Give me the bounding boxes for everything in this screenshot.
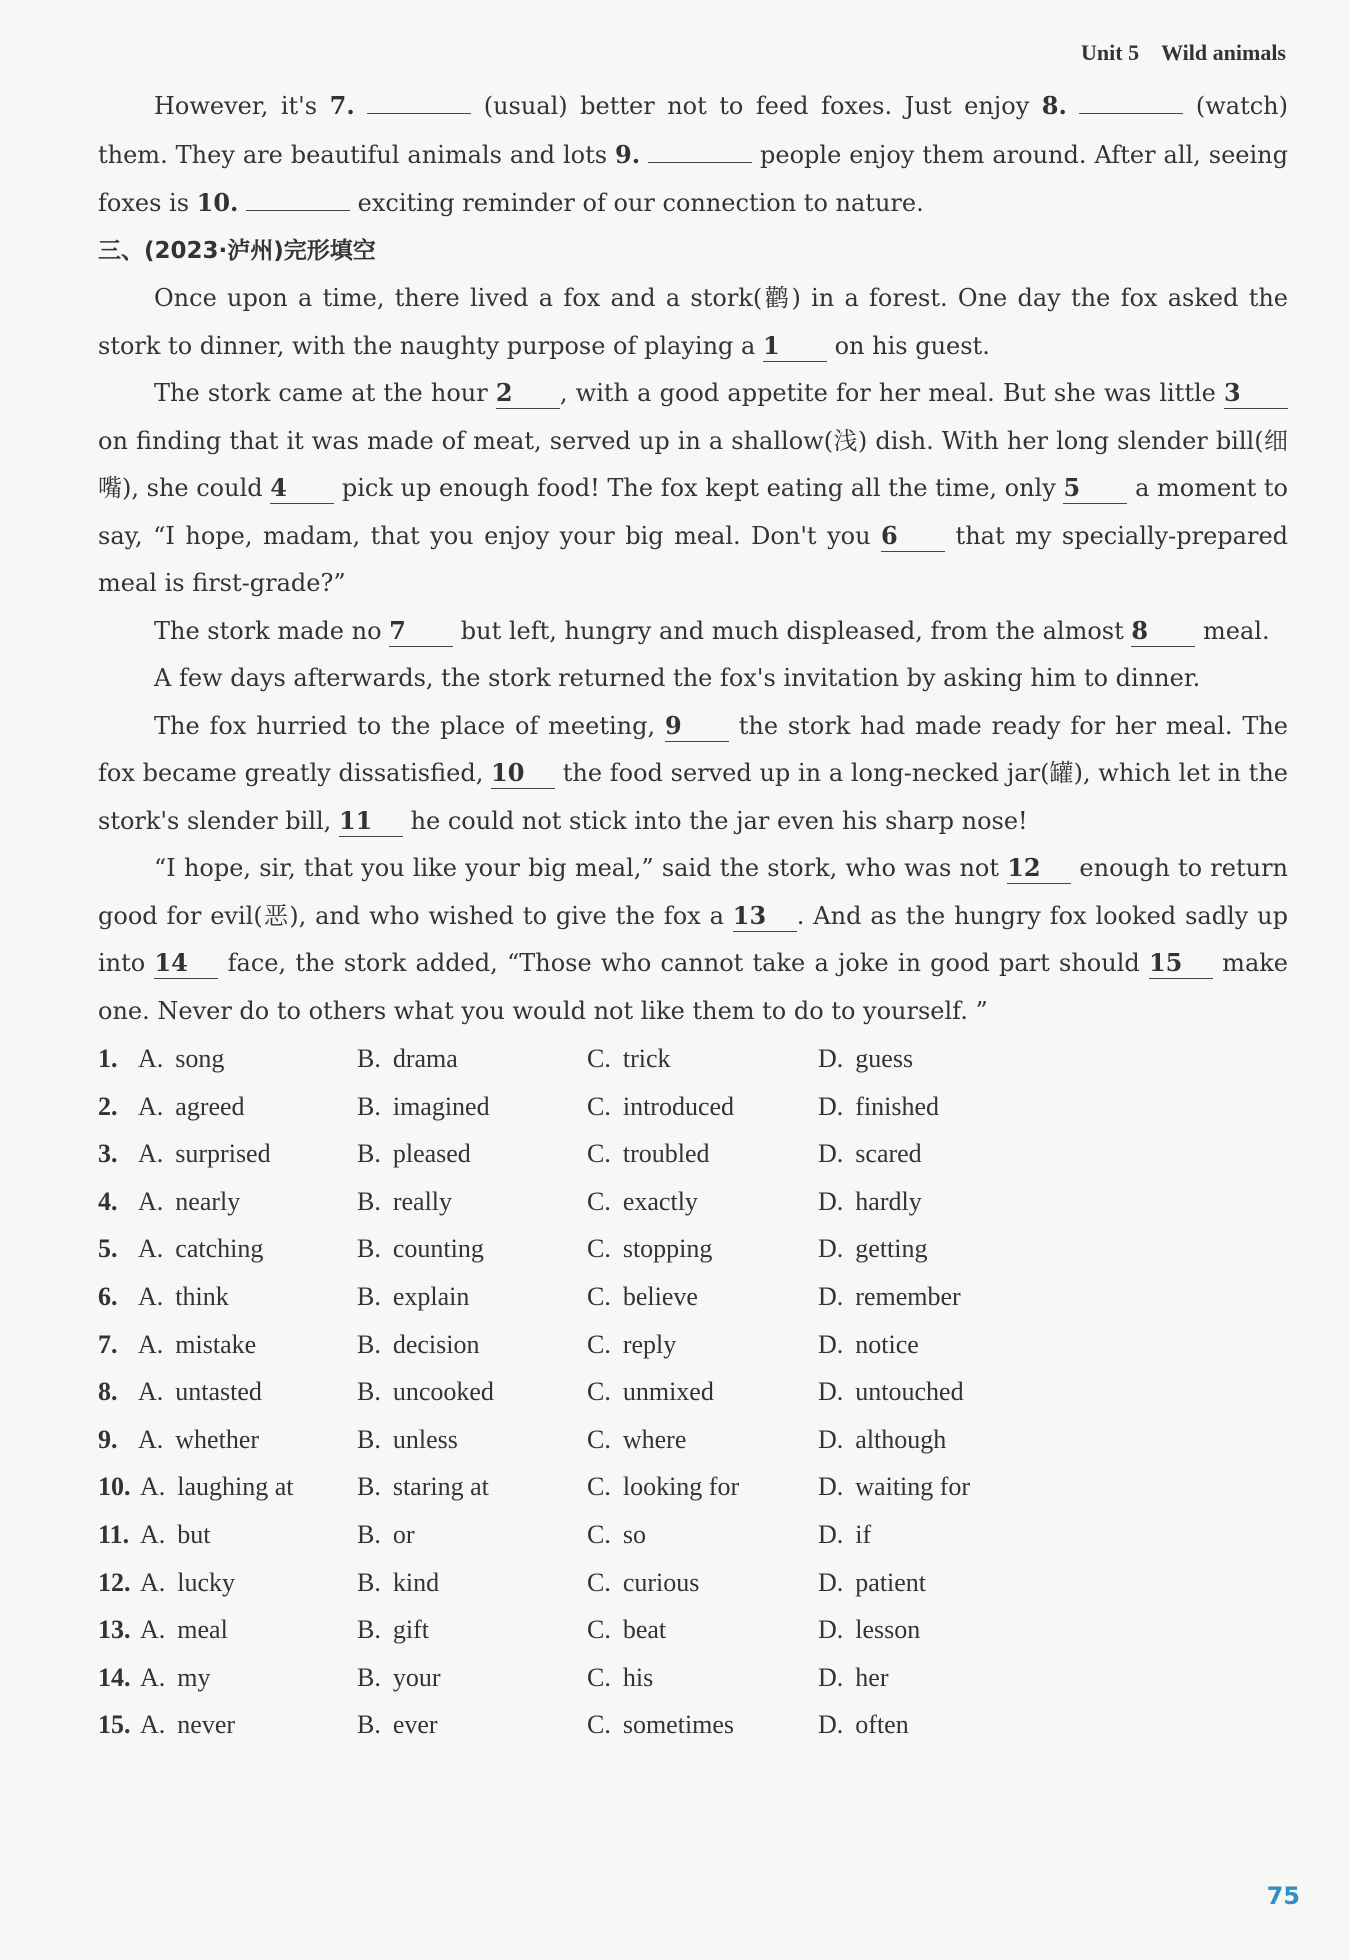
option-a[interactable] [140,1654,211,1702]
option-letter: A. [138,1377,164,1407]
option-d[interactable] [818,1511,871,1559]
option-text: finished [855,1091,940,1121]
option-b[interactable] [357,1225,484,1273]
option-b[interactable] [357,1368,494,1416]
question-row [98,1654,1288,1702]
question-number: 9. [98,1424,118,1454]
option-letter: B. [357,1044,381,1073]
option-letter: C. [587,1662,611,1692]
question-row [98,1463,1288,1511]
question-number: 7. [98,1329,118,1359]
cloze-text: “I hope, sir, that you like your big meal,” said the stork, who was not [154,854,1008,882]
option-text: patient [855,1567,927,1597]
question-row [98,1368,1288,1416]
option-a[interactable] [138,1416,259,1464]
option-a[interactable] [138,1130,271,1178]
question-number: 14. [98,1662,131,1692]
option-text: waiting for [855,1472,971,1502]
option-letter: D. [818,1139,844,1169]
option-c[interactable] [587,1368,714,1416]
question-number: 15. [98,1710,131,1740]
option-letter: B. [357,1377,381,1407]
question-number: 3. [98,1139,118,1169]
option-text: meal [177,1615,228,1645]
option-text: catching [175,1234,264,1264]
option-text: staring at [392,1472,489,1502]
option-letter: B. [357,1662,381,1692]
option-text: curious [622,1567,700,1597]
question-number: 10. [98,1472,131,1502]
option-b[interactable] [357,1701,438,1749]
question-row [98,1178,1288,1226]
option-c[interactable] [587,1083,734,1131]
option-letter: A. [138,1044,164,1073]
cloze-text: that my specially-prepared meal is first-grade?” [98,521,1289,597]
option-letter: C. [587,1615,611,1645]
cloze-text: pick up enough food! The fox kept eating all the time, only [334,474,1064,502]
option-text: drama [392,1044,458,1073]
option-b[interactable] [357,1606,429,1654]
section-title: 三、(2023·泸州)完形填空 [98,237,376,264]
option-letter: C. [587,1424,611,1454]
option-letter: A. [140,1472,166,1502]
option-c[interactable] [587,1273,698,1321]
option-d[interactable] [818,1035,913,1083]
option-c[interactable] [587,1463,739,1511]
option-d[interactable] [818,1606,920,1654]
option-text: surprised [175,1139,271,1169]
cloze-text: A few days afterwards, the stork returned the fox's invitation by asking him to dinner. [154,664,1201,692]
cloze-blank[interactable]: 10 [491,758,555,789]
option-c[interactable] [587,1701,734,1749]
page-number: 75 [1266,1882,1300,1910]
option-letter: C. [587,1519,611,1549]
option-text: introduced [622,1091,735,1121]
option-d[interactable] [818,1654,888,1702]
cloze-text: meal. [1195,616,1270,645]
option-text: counting [392,1234,484,1264]
cloze-text: make one. Never do to others what you would not like them to do to yourself. ” [98,949,1288,1025]
option-b[interactable] [357,1463,489,1511]
option-text: getting [855,1234,928,1264]
cloze-text: the stork had made ready for her meal. The fox became greatly dissatisfied, [98,711,1288,787]
option-text: or [392,1519,415,1549]
option-letter: D. [818,1091,844,1121]
passage-text: (usual) better not to feed foxes. Just enjoy [471,92,1042,120]
option-c[interactable] [587,1559,699,1607]
option-text: lesson [855,1615,921,1645]
option-letter: A. [140,1662,166,1692]
option-c[interactable] [587,1130,710,1178]
page-content [98,82,1288,1749]
option-a[interactable] [138,1368,262,1416]
option-text: gift [392,1615,429,1645]
cloze-paragraph [98,655,1288,703]
cloze-text: but left, hungry and much displeased, from the almost [453,616,1132,645]
option-text: agreed [175,1091,245,1121]
cloze-text: face, the stork added, “Those who cannot take a joke in good part should [218,949,1149,977]
option-text: looking for [622,1472,740,1502]
option-d[interactable] [818,1701,909,1749]
option-text: remember [855,1281,961,1311]
cloze-paragraph [98,703,1288,846]
option-c[interactable] [587,1035,671,1083]
question-row [98,1701,1288,1749]
cloze-paragraph [98,370,1288,608]
answer-blank[interactable] [246,210,350,211]
cloze-text: a moment to say, “I hope, madam, that you enjoy your big meal. Don't you [98,474,1289,550]
option-d[interactable] [818,1416,946,1464]
option-a[interactable] [140,1463,294,1511]
question-number: 12. [98,1567,131,1597]
option-text: beat [622,1615,667,1645]
option-letter: D. [818,1567,844,1597]
option-letter: C. [587,1567,611,1597]
cloze-text: he could not stick into the jar even his sharp nose! [402,806,1028,835]
passage-text: However, it's [154,92,330,120]
option-letter: C. [587,1329,611,1359]
passage-text: people enjoy them around. After all, seeing foxes is [98,140,1288,217]
question-row [98,1083,1288,1131]
cloze-blank[interactable]: 13 [733,901,797,932]
blank-number: 7. [329,91,355,120]
option-a[interactable] [140,1511,211,1559]
option-text: my [177,1662,211,1692]
option-text: never [177,1710,236,1740]
option-letter: D. [818,1519,844,1549]
option-text: laughing at [177,1472,294,1502]
option-letter: A. [140,1519,166,1549]
option-text: untouched [855,1377,964,1407]
option-a[interactable] [140,1559,235,1607]
option-a[interactable] [140,1701,235,1749]
answer-blank[interactable] [1079,113,1183,114]
option-letter: C. [587,1281,611,1311]
option-d[interactable] [818,1321,919,1369]
option-text: notice [855,1329,919,1359]
option-text: but [177,1519,211,1549]
option-letter: C. [587,1710,611,1740]
option-text: his [622,1662,654,1692]
option-letter: D. [818,1281,844,1311]
option-letter: D. [818,1424,844,1454]
option-b[interactable] [357,1654,441,1702]
cloze-text: . And as the hungry fox looked sadly up into [98,901,1289,977]
option-a[interactable] [138,1035,224,1083]
option-letter: A. [138,1186,164,1216]
option-letter: B. [357,1281,381,1311]
option-letter: C. [587,1139,611,1169]
question-row [98,1606,1288,1654]
question-number: 4. [98,1186,118,1216]
passage-text: exciting reminder of our connection to nature. [350,189,924,217]
cloze-blank[interactable]: 2 [496,378,560,409]
question-number: 6. [98,1281,118,1311]
option-letter: C. [587,1186,611,1216]
option-text: often [855,1710,909,1740]
option-letter: A. [140,1710,166,1740]
question-row [98,1130,1288,1178]
cloze-text: on his guest. [826,331,990,360]
option-text: so [622,1519,646,1549]
answer-blank[interactable] [367,113,471,114]
option-text: mistake [175,1329,257,1359]
answer-blank[interactable] [648,162,752,163]
option-letter: B. [357,1519,381,1549]
question-number: 2. [98,1091,118,1121]
option-d[interactable] [818,1130,922,1178]
option-text: decision [392,1329,480,1359]
question-number: 5. [98,1234,118,1264]
option-text: lucky [177,1567,236,1597]
option-letter: B. [357,1472,381,1502]
question-row [98,1559,1288,1607]
option-letter: C. [587,1472,611,1502]
option-letter: A. [138,1139,164,1169]
option-letter: D. [818,1662,844,1692]
option-letter: C. [587,1091,611,1121]
option-letter: A. [138,1329,164,1359]
option-c[interactable] [587,1511,646,1559]
option-a[interactable] [138,1225,263,1273]
option-text: uncooked [392,1377,494,1407]
passage-fox-ending [98,82,1288,228]
cloze-blank[interactable]: 4 [270,473,334,504]
cloze-blank[interactable]: 15 [1149,948,1213,979]
option-text: hardly [855,1186,922,1216]
option-c[interactable] [587,1416,686,1464]
question-row [98,1511,1288,1559]
option-d[interactable] [818,1178,922,1226]
cloze-text: , with a good appetite for her meal. But she was little [559,379,1225,407]
blank-number: 10. [196,188,239,217]
option-text: although [855,1424,947,1454]
option-letter: B. [357,1615,381,1645]
option-letter: A. [138,1424,164,1454]
option-letter: B. [357,1186,381,1216]
question-row [98,1273,1288,1321]
option-b[interactable] [357,1083,490,1131]
cloze-passage [98,275,1288,1035]
option-letter: B. [357,1234,381,1264]
option-a[interactable] [140,1606,228,1654]
option-c[interactable] [587,1178,698,1226]
option-letter: A. [138,1091,164,1121]
option-b[interactable] [357,1416,458,1464]
option-letter: D. [818,1044,844,1073]
option-text: if [855,1519,872,1549]
cloze-text: The stork came at the hour [154,379,496,407]
option-text: her [855,1662,889,1692]
option-letter: C. [587,1377,611,1407]
option-letter: C. [587,1234,611,1264]
blank-number: 9. [615,139,641,169]
option-text: explain [392,1281,470,1311]
option-text: untasted [175,1377,262,1407]
option-letter: A. [140,1567,166,1597]
cloze-blank[interactable]: 1 [763,331,827,362]
cloze-blank[interactable]: 8 [1131,616,1195,647]
option-c[interactable] [587,1225,712,1273]
option-text: sometimes [622,1710,735,1740]
question-number: 13. [98,1615,131,1645]
option-letter: B. [357,1139,381,1169]
option-d[interactable] [818,1463,970,1511]
cloze-paragraph [98,845,1288,1035]
option-b[interactable] [357,1511,415,1559]
cloze-text: on finding that it was made of meat, served up in a shallow(浅) dish. With her long slender bill(细嘴), she could [98,426,1288,502]
cloze-text: The stork made no [154,616,390,645]
option-text: where [622,1424,687,1454]
option-d[interactable] [818,1559,926,1607]
option-c[interactable] [587,1321,676,1369]
option-text: unmixed [622,1377,714,1407]
option-text: scared [855,1139,922,1169]
option-text: think [175,1281,229,1311]
option-letter: B. [357,1567,381,1597]
option-text: troubled [622,1139,710,1169]
option-c[interactable] [587,1654,653,1702]
cloze-blank[interactable]: 3 [1224,378,1288,409]
question-row [98,1035,1288,1083]
option-c[interactable] [587,1606,666,1654]
option-text: unless [392,1424,458,1454]
cloze-paragraph [98,275,1288,370]
question-number: 1. [98,1044,118,1073]
option-a[interactable] [138,1321,256,1369]
option-text: song [175,1044,225,1073]
cloze-paragraph [98,608,1288,656]
option-letter: B. [357,1424,381,1454]
question-number: 8. [98,1377,118,1407]
option-text: believe [622,1281,698,1311]
option-text: imagined [392,1091,490,1121]
option-b[interactable] [357,1273,469,1321]
cloze-blank[interactable]: 11 [339,806,403,837]
option-d[interactable] [818,1273,961,1321]
option-a[interactable] [138,1178,240,1226]
option-text: pleased [392,1139,471,1169]
cloze-blank[interactable]: 12 [1007,853,1071,884]
running-header [1081,40,1286,66]
unit-title: Wild animals [1161,40,1286,65]
cloze-text: the food served up in a long-necked jar(罐), which let in the stork's slender bill, [98,759,1288,835]
option-letter: D. [818,1329,844,1359]
blank-number: 8. [1041,91,1067,120]
option-a[interactable] [138,1083,245,1131]
question-number: 11. [98,1519,130,1549]
option-text: kind [392,1567,440,1597]
option-a[interactable] [138,1273,229,1321]
option-letter: B. [357,1329,381,1359]
cloze-text: Once upon a time, there lived a fox and a stork(鹳) in a forest. One day the fox asked the stork to dinner, with the naughty purpose of playing a [98,284,1288,360]
question-options [98,1035,1288,1749]
cloze-blank[interactable]: 7 [389,616,453,647]
question-row [98,1225,1288,1273]
option-d[interactable] [818,1083,939,1131]
question-row [98,1416,1288,1464]
cloze-text: enough to return good for evil(恶), and who wished to give the fox a [98,854,1289,930]
option-letter: D. [818,1234,844,1264]
option-letter: D. [818,1377,844,1407]
cloze-text: The fox hurried to the place of meeting, [154,711,665,740]
passage-text: (watch) them. They are beautiful animals and lots [98,92,1288,169]
option-b[interactable] [357,1321,480,1369]
option-letter: B. [357,1710,381,1740]
cloze-blank[interactable]: 5 [1063,473,1127,504]
option-b[interactable] [357,1559,439,1607]
option-b[interactable] [357,1178,452,1226]
option-letter: D. [818,1186,844,1216]
option-text: exactly [622,1186,698,1216]
option-text: guess [855,1044,914,1073]
option-letter: C. [587,1044,611,1073]
cloze-blank[interactable]: 14 [154,948,218,979]
option-text: nearly [175,1186,241,1216]
option-text: reply [622,1329,677,1359]
option-b[interactable] [357,1035,458,1083]
cloze-blank[interactable]: 6 [881,521,945,552]
cloze-blank[interactable]: 9 [665,711,729,742]
option-text: trick [622,1044,671,1073]
option-text: whether [175,1424,260,1454]
option-text: your [392,1662,441,1692]
option-letter: A. [138,1281,164,1311]
option-d[interactable] [818,1368,964,1416]
option-letter: D. [818,1472,844,1502]
option-letter: B. [357,1091,381,1121]
unit-label: Unit 5 [1081,40,1140,65]
option-letter: A. [140,1615,166,1645]
option-b[interactable] [357,1130,471,1178]
option-letter: D. [818,1615,844,1645]
option-letter: A. [138,1234,164,1264]
option-letter: D. [818,1710,844,1740]
option-text: ever [392,1710,438,1740]
option-d[interactable] [818,1225,928,1273]
option-text: stopping [622,1234,713,1264]
option-text: really [392,1186,453,1216]
question-row [98,1321,1288,1369]
